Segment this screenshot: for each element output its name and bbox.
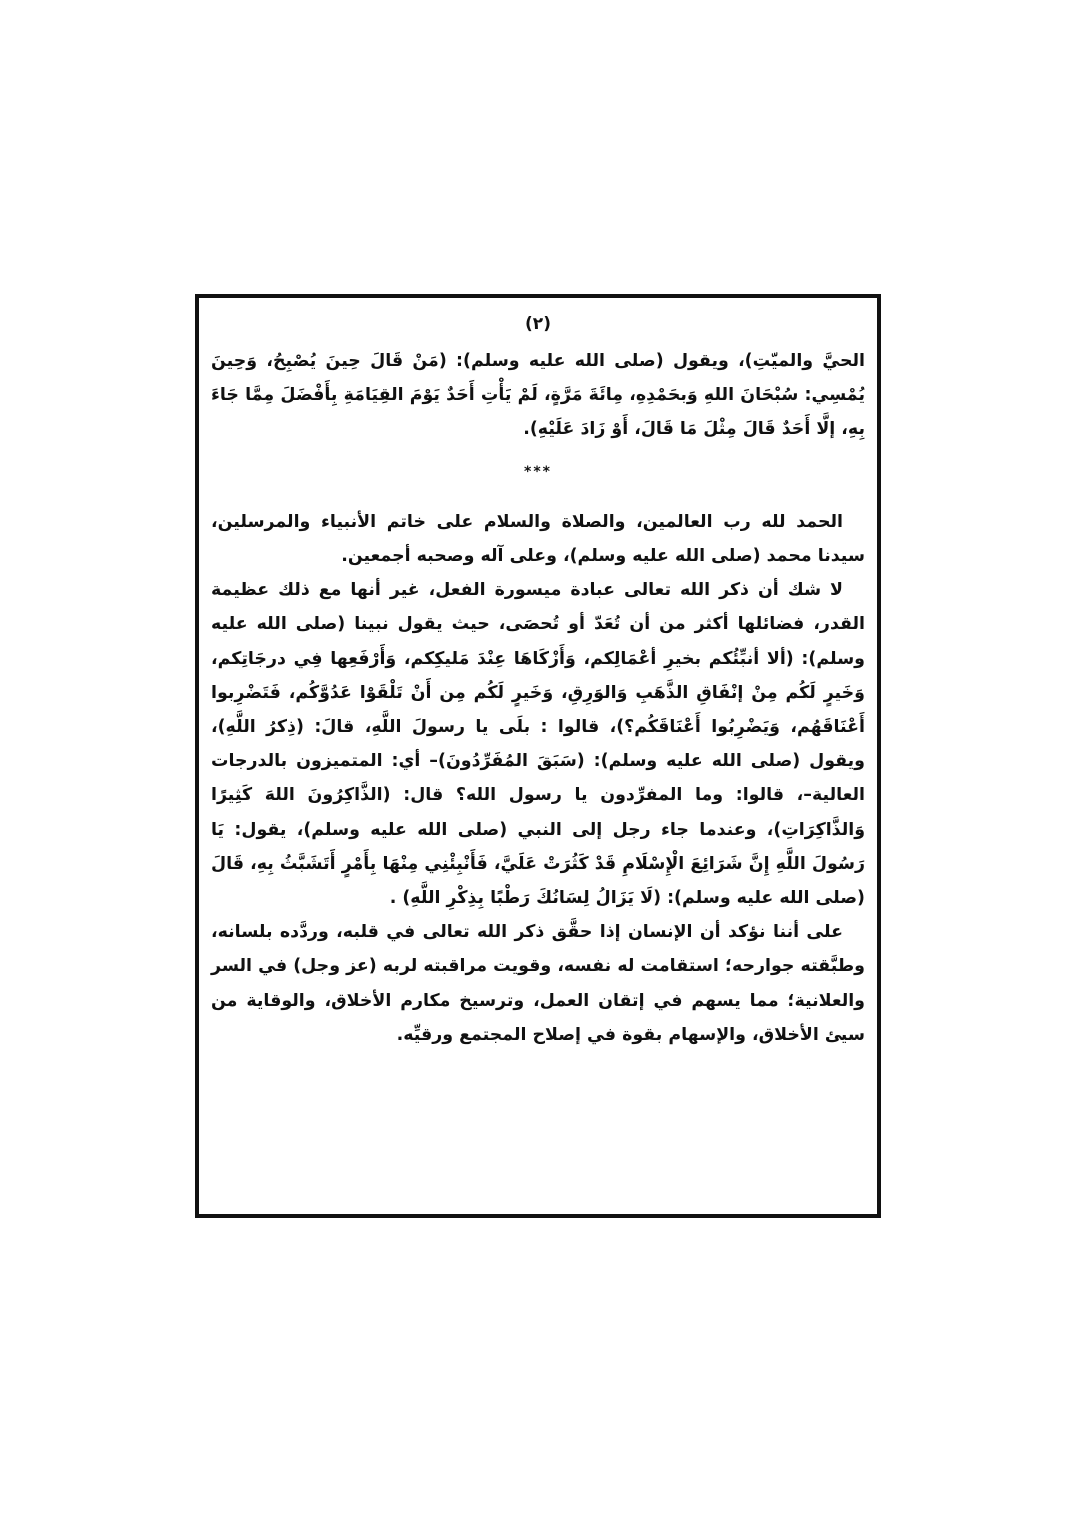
- paragraph-opening-praise: الحمد لله رب العالمين، والصلاة والسلام على خاتم الأنبياء والمرسلين، سيدنا محمد (صلى الله عليه وسلم)، وعلى آله وصحبه أجمعين.: [211, 511, 865, 567]
- paragraph-hadith-tasbih: الحيَّ والميّتِ)، ويقول (صلى الله عليه وسلم): (مَنْ قَالَ حِينَ يُصْبِحُ، وَحِينَ يُمْسِي: سُبْحَانَ اللهِ وَبحَمْدِهِ، مِائَةَ مَرَّةٍ، لَمْ يَأْتِ أَحَدٌ يَوْمَ القِيَامَةِ بِأَفْضَلَ مِمَّا جَاءَ بِهِ، إلَّا أَحَدٌ قَالَ مِثْلَ مَا قَالَ، أَوْ زَادَ عَلَيْهِ).: [211, 351, 865, 440]
- paragraph-conclusion: على أننا نؤكد أن الإنسان إذا حقَّق ذكر الله تعالى في قلبه، وردَّده بلسانه، وطبَّقته جوارحه؛ استقامت له نفسه، وقويت مراقبته لربه (عز وجل) في السر والعلانية؛ مما يسهم في إتقان العمل، وترسيخ مكارم الأخلاق، والوقاية من سيئ الأخلاق، والإسهام بقوة في إصلاح المجتمع ورقيِّه.: [211, 922, 865, 1045]
- paragraph-virtues-of-dhikr: لا شك أن ذكر الله تعالى عبادة ميسورة الفعل، غير أنها مع ذلك عظيمة القدر، فضائلها أكثر من أن تُعَدّ أو تُحصَى، حيث يقول نبينا (صلى الله عليه وسلم): (ألا أنبِّئُكم بخيرِ أعْمَالِكم، وَأَزْكَاهَا عِنْدَ مَليكِكم، وَأَرْفَعِها فِي درجَاتِكم، وَخَيرٍ لَكُم مِنْ إنْفَاقِ الذَّهَبِ وَالوَرِقِ، وَخَيرٍ لَكُم مِن أَنْ تَلْقَوْا عَدُوَّكُم، فَتَضْرِبوا أَعْنَاقَهُم، وَيَضْرِبُوا أَعْنَاقَكُم؟)، قالوا : بلَى يا رسولَ اللَّهِ، قالَ: (ذِكرُ اللَّهِ)، ويقول (صلى الله عليه وسلم): (سَبَقَ المُفَرِّدُونَ)– أي: المتميزون بالدرجات العالية–، قالوا: وما المفرِّدون يا رسول الله؟ قال: (الذَّاكِرُونَ اللهَ كَثِيرًا وَالذَّاكِرَاتِ)، وعندما جاء رجل إلى النبي (صلى الله عليه وسلم)، يقول: يَا رَسُولَ اللَّهِ إِنَّ شَرَائِعَ الْإِسْلَامِ قَدْ كَثُرَتْ عَلَيَّ، فَأَنْبِئْنِي مِنْهَا بِأَمْرٍ أَتَشَبَّثُ بِهِ، قَالَ (صلى الله عليه وسلم): (لَا يَزَالُ لِسَانُكَ رَطْبًا بِذِكْرِ اللَّهِ) .: [211, 580, 865, 909]
- document-body: [211, 344, 865, 1052]
- section-separator: ***: [524, 463, 552, 480]
- page-number: (٢): [525, 314, 551, 334]
- page-border-frame: [195, 294, 881, 1218]
